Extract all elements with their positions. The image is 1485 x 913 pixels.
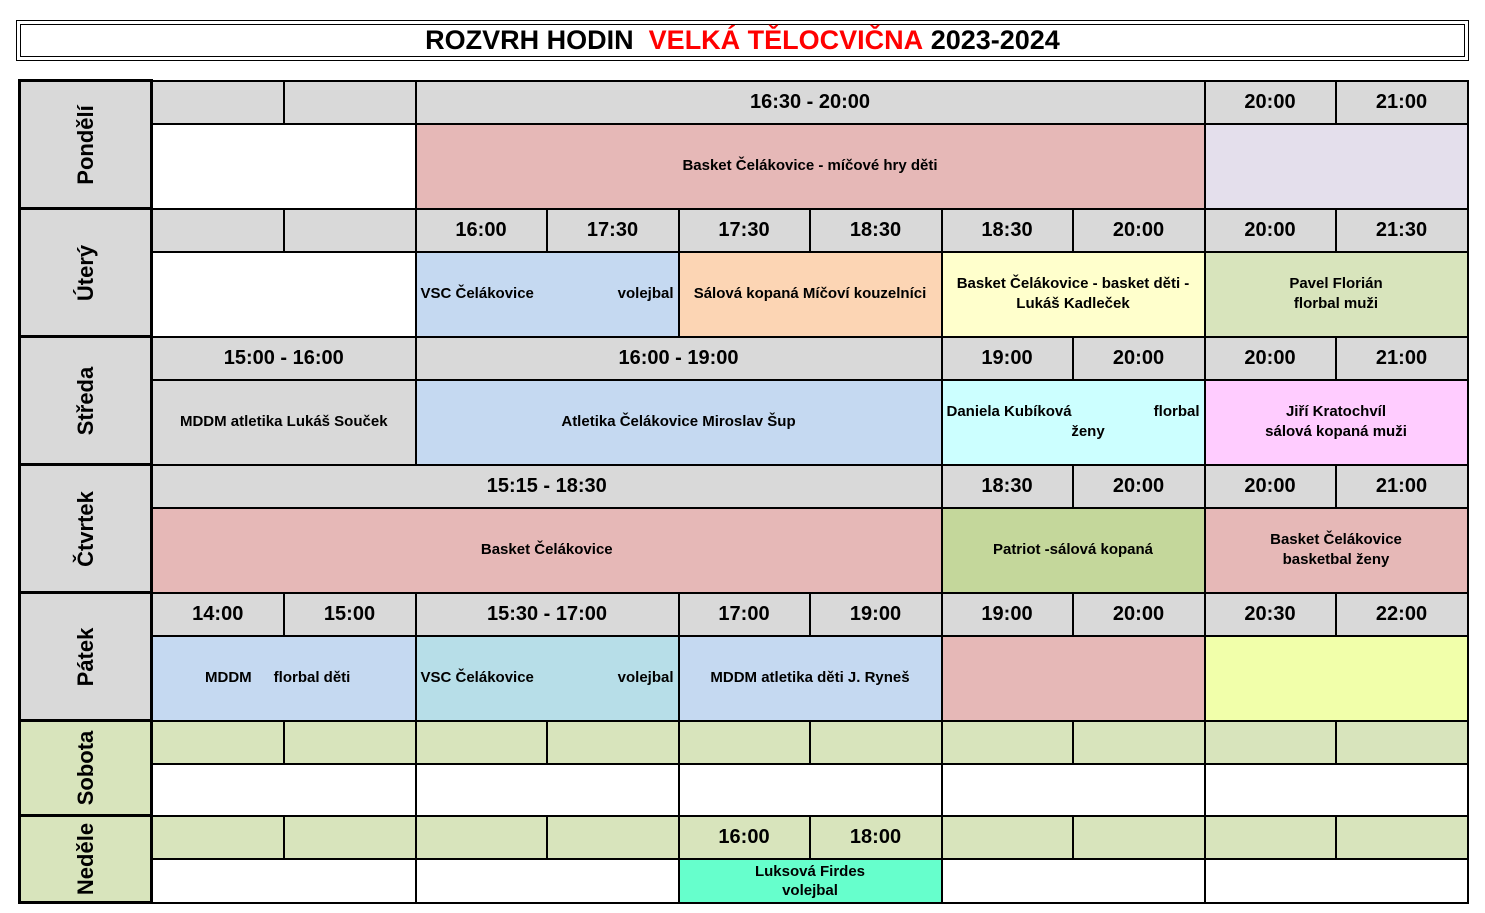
time-cell bbox=[547, 816, 679, 859]
activity-line: Pavel Florián bbox=[1289, 275, 1383, 292]
time-cell: 15:00 bbox=[284, 593, 416, 636]
activity-salova-kopana-muzi bbox=[1205, 380, 1468, 465]
time-cell bbox=[810, 721, 942, 764]
time-cell bbox=[942, 816, 1073, 859]
activity-florbal-zeny bbox=[942, 380, 1205, 465]
pondeli-activity-row bbox=[20, 124, 1468, 209]
utery-times-row bbox=[20, 209, 1468, 252]
time-cell: 17:30 bbox=[679, 209, 810, 252]
activity-club: VSC Čelákovice bbox=[420, 669, 534, 686]
time-cell: 16:00 bbox=[679, 816, 810, 859]
time-cell: 18:30 bbox=[942, 465, 1073, 508]
time-cell bbox=[1336, 816, 1468, 859]
activity-sport: volejbal bbox=[617, 285, 674, 302]
activity-line: Lukáš Kadleček bbox=[1016, 295, 1130, 312]
time-cell: 22:00 bbox=[1336, 593, 1468, 636]
time-cell: 20:00 bbox=[1205, 209, 1336, 252]
time-cell bbox=[416, 816, 547, 859]
nedele-activity-row bbox=[20, 859, 1468, 903]
time-cell: 21:30 bbox=[1336, 209, 1468, 252]
activity-patriot: Patriot -sálová kopaná bbox=[942, 508, 1205, 593]
time-cell: 20:00 bbox=[1073, 209, 1205, 252]
ctvrtek-activity-row bbox=[20, 508, 1468, 593]
activity-empty bbox=[679, 764, 942, 816]
time-cell bbox=[284, 721, 416, 764]
activity-basketbal-zeny bbox=[1205, 508, 1468, 593]
time-cell bbox=[416, 721, 547, 764]
activity-line: Jiří Kratochvíl bbox=[1285, 403, 1387, 420]
day-pondeli: Pondělí bbox=[20, 81, 152, 209]
time-cell: 19:00 bbox=[942, 337, 1073, 380]
sobota-activity-row bbox=[20, 764, 1468, 816]
patek-activity-row bbox=[20, 636, 1468, 721]
time-cell bbox=[1073, 816, 1205, 859]
time-cell: 19:00 bbox=[942, 593, 1073, 636]
activity-salova-kopana: Sálová kopaná Míčoví kouzelníci bbox=[679, 252, 942, 337]
time-cell: 20:00 bbox=[1205, 337, 1336, 380]
activity-empty bbox=[1205, 764, 1468, 816]
activity-luksova-volejbal bbox=[679, 859, 942, 903]
time-cell bbox=[152, 209, 284, 252]
time-cell bbox=[1336, 721, 1468, 764]
activity-basket-deti bbox=[942, 252, 1205, 337]
time-cell bbox=[284, 816, 416, 859]
time-cell: 21:00 bbox=[1336, 81, 1468, 124]
nedele-times-row bbox=[20, 816, 1468, 859]
activity-club: MDDM bbox=[205, 669, 252, 686]
time-cell: 20:00 bbox=[1073, 465, 1205, 508]
time-cell: 18:30 bbox=[810, 209, 942, 252]
activity-empty bbox=[152, 764, 416, 816]
activity-group: ženy bbox=[1071, 423, 1105, 440]
time-span-cell: 15:15 - 18:30 bbox=[152, 465, 942, 508]
time-cell bbox=[152, 816, 284, 859]
activity-basket-deti: Basket Čelákovice - míčové hry děti bbox=[416, 124, 1205, 209]
activity-empty bbox=[1205, 636, 1468, 721]
activity-empty bbox=[942, 764, 1205, 816]
time-cell: 20:00 bbox=[1205, 81, 1336, 124]
day-patek: Pátek bbox=[20, 593, 152, 721]
day-ctvrtek: Čtvrtek bbox=[20, 465, 152, 593]
day-utery: Úterý bbox=[20, 209, 152, 337]
time-cell: 18:00 bbox=[810, 816, 942, 859]
time-cell: 19:00 bbox=[810, 593, 942, 636]
time-cell: 20:00 bbox=[1073, 337, 1205, 380]
streda-times-row bbox=[20, 337, 1468, 380]
time-cell bbox=[1073, 721, 1205, 764]
activity-mddm-atletika: MDDM atletika Lukáš Souček bbox=[152, 380, 416, 465]
activity-club: VSC Čelákovice bbox=[420, 285, 534, 302]
activity-empty bbox=[1205, 124, 1468, 209]
time-cell: 21:00 bbox=[1336, 337, 1468, 380]
time-cell: 16:00 bbox=[416, 209, 547, 252]
page-title bbox=[20, 24, 1465, 57]
activity-empty bbox=[1205, 859, 1468, 903]
streda-activity-row bbox=[20, 380, 1468, 465]
activity-empty bbox=[942, 859, 1205, 903]
time-cell: 20:30 bbox=[1205, 593, 1336, 636]
time-span-cell: 16:00 - 19:00 bbox=[416, 337, 942, 380]
activity-empty bbox=[942, 636, 1205, 721]
time-cell bbox=[152, 721, 284, 764]
activity-sport: volejbal bbox=[617, 669, 674, 686]
activity-line: Basket Čelákovice - basket děti - bbox=[956, 275, 1190, 292]
activity-coach: Daniela Kubíková bbox=[946, 403, 1072, 420]
title-part2: VELKÁ TĚLOCVIČNA bbox=[648, 25, 924, 55]
activity-atletika: Atletika Čelákovice Miroslav Šup bbox=[416, 380, 942, 465]
time-cell bbox=[284, 81, 416, 124]
time-cell bbox=[284, 209, 416, 252]
utery-activity-row bbox=[20, 252, 1468, 337]
time-cell bbox=[1205, 816, 1336, 859]
schedule-table bbox=[18, 79, 1469, 904]
activity-line: Luksová Firdes bbox=[754, 862, 866, 880]
activity-mddm-atletika-deti: MDDM atletika děti J. Ryneš bbox=[679, 636, 942, 721]
day-nedele: Neděle bbox=[20, 816, 152, 903]
time-cell bbox=[152, 81, 284, 124]
activity-empty bbox=[152, 252, 416, 337]
activity-mddm-florbal bbox=[152, 636, 416, 721]
sobota-times-row bbox=[20, 721, 1468, 764]
activity-empty bbox=[416, 859, 679, 903]
activity-empty bbox=[152, 859, 416, 903]
time-cell: 17:30 bbox=[547, 209, 679, 252]
activity-basket: Basket Čelákovice bbox=[152, 508, 942, 593]
activity-line: Basket Čelákovice bbox=[1270, 531, 1402, 548]
activity-line: volejbal bbox=[782, 881, 838, 899]
activity-sport: florbal děti bbox=[273, 669, 351, 686]
time-cell bbox=[1205, 721, 1336, 764]
time-span-cell: 16:30 - 20:00 bbox=[416, 81, 1205, 124]
title-part3: 2023-2024 bbox=[930, 25, 1060, 55]
time-span-cell: 15:00 - 16:00 bbox=[152, 337, 416, 380]
patek-times-row bbox=[20, 593, 1468, 636]
time-cell: 20:00 bbox=[1073, 593, 1205, 636]
day-sobota: Sobota bbox=[20, 721, 152, 816]
time-cell: 17:00 bbox=[679, 593, 810, 636]
activity-empty bbox=[416, 764, 679, 816]
activity-line: basketbal ženy bbox=[1282, 551, 1390, 568]
time-cell bbox=[547, 721, 679, 764]
activity-vsc-volejbal bbox=[416, 636, 679, 721]
time-cell: 20:00 bbox=[1205, 465, 1336, 508]
ctvrtek-times-row bbox=[20, 465, 1468, 508]
activity-vsc-volejbal bbox=[416, 252, 679, 337]
time-cell bbox=[679, 721, 810, 764]
activity-empty bbox=[152, 124, 416, 209]
time-cell: 14:00 bbox=[152, 593, 284, 636]
day-streda: Středa bbox=[20, 337, 152, 465]
time-cell bbox=[942, 721, 1073, 764]
activity-line: florbal muži bbox=[1293, 295, 1379, 312]
time-cell: 21:00 bbox=[1336, 465, 1468, 508]
activity-florbal-muzi bbox=[1205, 252, 1468, 337]
activity-sport: florbal bbox=[1153, 403, 1200, 420]
pondeli-times-row bbox=[20, 81, 1468, 124]
activity-line: sálová kopaná muži bbox=[1265, 423, 1407, 440]
title-part1: ROZVRH HODIN bbox=[425, 25, 634, 55]
title-frame bbox=[16, 20, 1469, 61]
time-span-cell: 15:30 - 17:00 bbox=[416, 593, 679, 636]
time-cell: 18:30 bbox=[942, 209, 1073, 252]
